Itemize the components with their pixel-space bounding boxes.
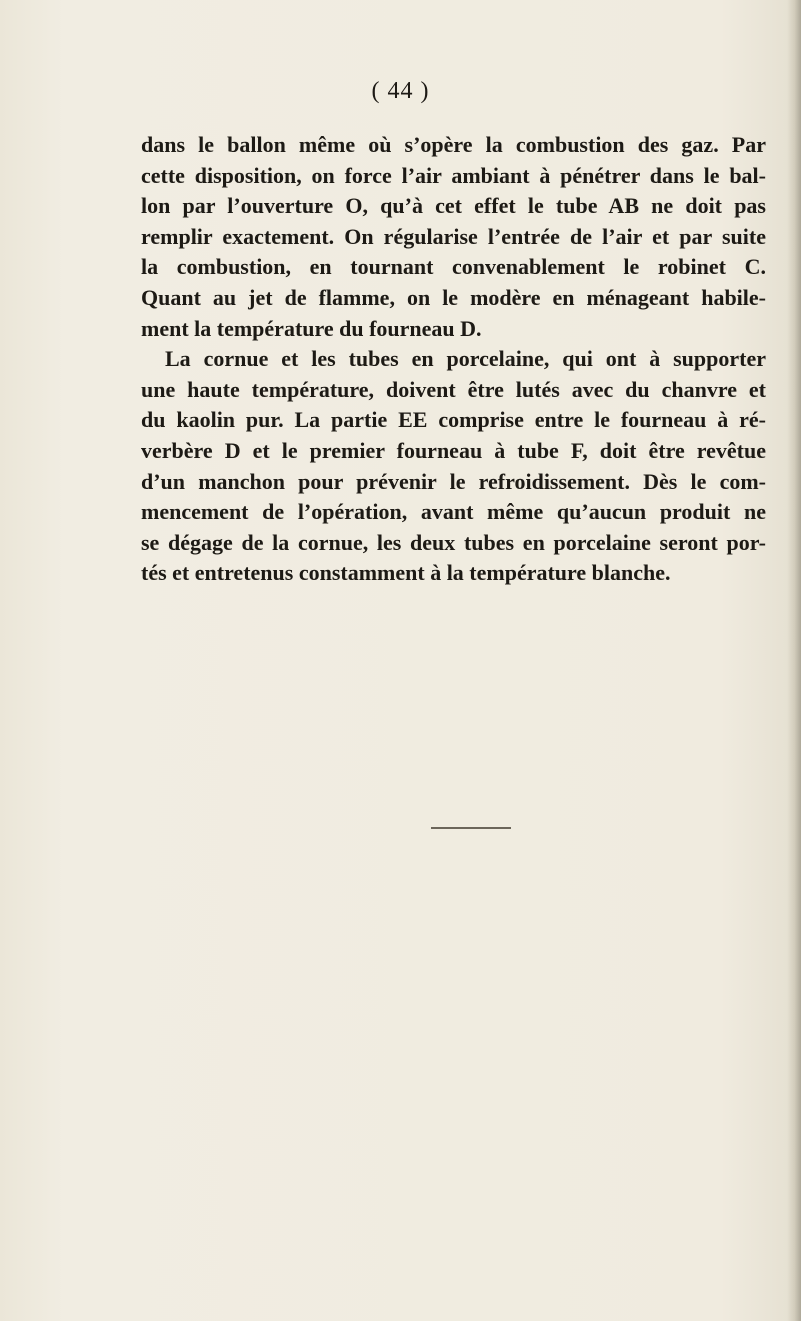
text-line: se dégage de la cornue, les deux tubes en porcelaine seront por- xyxy=(141,529,766,555)
text-line: la combustion, en tournant convenablement le robinet C. xyxy=(141,254,766,280)
text-line: ment la température du fourneau D. xyxy=(141,315,482,341)
text-line: remplir exactement. On régularise l’entrée de l’air et par suite xyxy=(141,223,766,249)
text-line: tés et entretenus constamment à la température blanche. xyxy=(141,560,671,586)
text-line: mencement de l’opération, avant même qu’aucun produit ne xyxy=(141,499,766,525)
text-line: Quant au jet de flamme, on le modère en ménageant habile- xyxy=(141,284,766,310)
text-line: du kaolin pur. La partie EE comprise entre le fourneau à ré- xyxy=(141,407,766,433)
text-line: lon par l’ouverture O, qu’à cet effet le tube AB ne doit pas xyxy=(141,193,766,219)
page-number: ( 44 ) xyxy=(371,78,430,104)
text-line: cette disposition, on force l’air ambiant à pénétrer dans le bal- xyxy=(141,162,766,188)
text-line: La cornue et les tubes en porcelaine, qui ont à supporter xyxy=(165,346,766,372)
text-line: dans le ballon même où s’opère la combustion des gaz. Par xyxy=(141,132,766,157)
text-line: d’un manchon pour prévenir le refroidissement. Dès le com- xyxy=(141,468,766,494)
body-text xyxy=(141,130,766,589)
page-edge-shadow xyxy=(787,0,801,1321)
text-line: verbère D et le premier fourneau à tube F, doit être revêtue xyxy=(141,437,766,463)
text-line: une haute température, doivent être lutés avec du chanvre et xyxy=(141,376,766,402)
section-divider xyxy=(431,827,511,829)
